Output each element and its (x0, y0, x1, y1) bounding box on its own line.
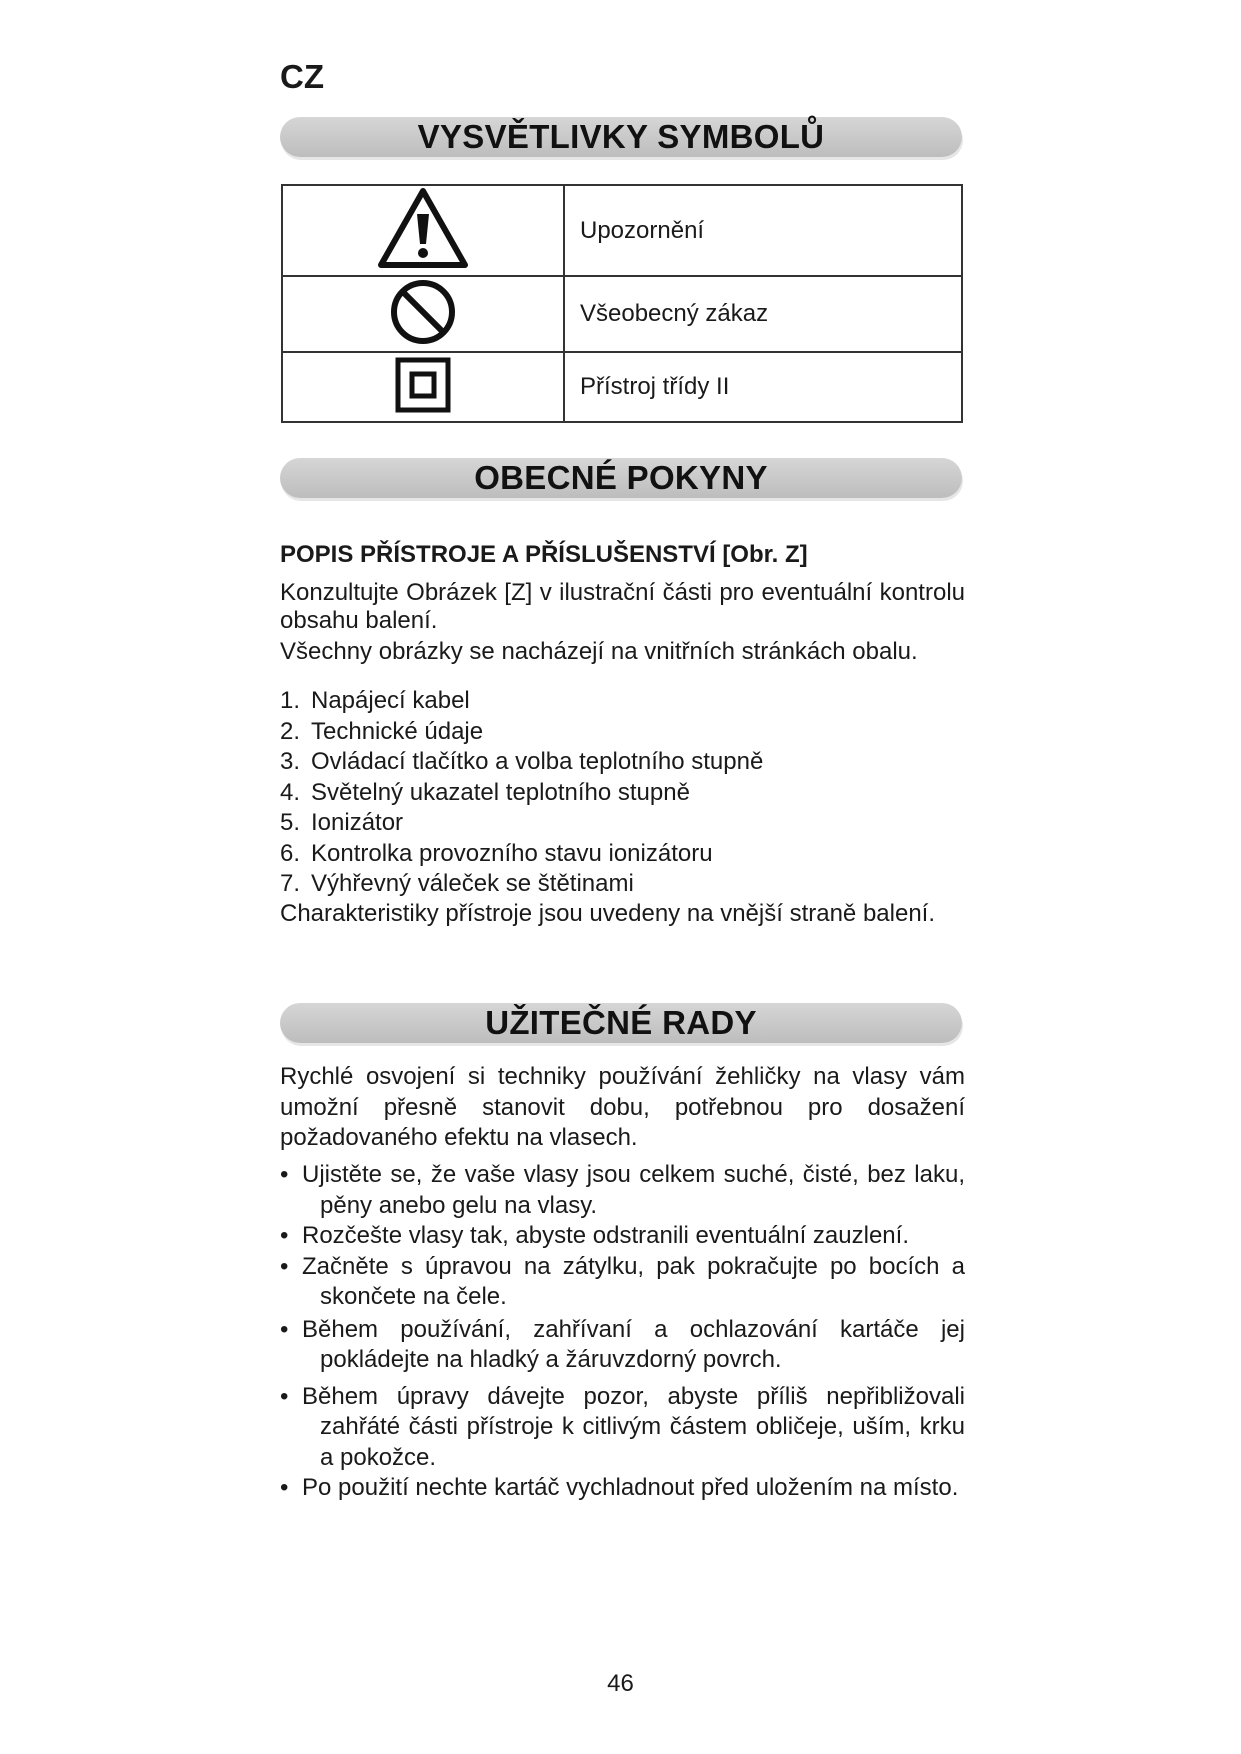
symbol-icon-cell (282, 352, 564, 422)
symbols-section-banner (280, 117, 962, 157)
list-item (280, 869, 763, 900)
list-item-text: Kontrolka provozního stavu ionizátoru (311, 839, 713, 867)
tips-list-item-text: Ujistěte se, že vaše vlasy jsou celkem suché, čisté, bez laku, pěny anebo gelu na vlasy. (302, 1161, 965, 1219)
list-item-number: 5. (280, 809, 301, 836)
list-item-number: 3. (280, 748, 301, 775)
symbol-row (282, 185, 962, 276)
tips-list-item-text: Během používání, zahřívaní a ochlazování kartáče jej pokládejte na hladký a žáruvzdorný povrch. (302, 1315, 965, 1373)
list-item (280, 778, 763, 809)
prohibition-icon (389, 278, 457, 346)
tips-list-item-text: Rozčešte vlasy tak, abyste odstranili eventuální zauzlení. (302, 1222, 909, 1249)
tips-list-item (280, 1221, 965, 1252)
general-section-banner (280, 458, 962, 498)
tips-list-item (280, 1315, 965, 1376)
bullet: • (280, 1161, 289, 1188)
section-subheading: POPIS PŘÍSTROJE A PŘÍSLUŠENSTVÍ [Obr. Z] (280, 541, 808, 568)
list-item-number: 2. (280, 717, 301, 745)
symbol-label: Všeobecný zákaz (564, 276, 962, 352)
list-item (280, 747, 763, 778)
symbol-icon-cell (282, 276, 564, 352)
list-item-number: 7. (280, 870, 301, 897)
list-item-number: 6. (280, 839, 301, 867)
general-section-title: OBECNÉ POKYNY (474, 459, 768, 496)
intro-paragraph: Všechny obrázky se nacházejí na vnitřních stránkách obalu. (280, 638, 918, 665)
page-number: 46 (607, 1670, 634, 1697)
list-item-text: Ionizátor (311, 809, 404, 836)
tips-list-item (280, 1252, 965, 1313)
bullet: • (280, 1222, 289, 1249)
tips-list-item (280, 1160, 965, 1221)
class-ii-double-square-icon (395, 357, 451, 413)
list-item-number: 4. (280, 778, 301, 806)
list-item (280, 717, 763, 748)
tips-list-item-text: Během úpravy dávejte pozor, abyste příliš nepřibližovali zahřáté části přístroje k citlivým částem obličeje, uším, krku a pokožce. (302, 1382, 965, 1471)
bullet: • (280, 1252, 289, 1280)
symbol-label: Upozornění (564, 185, 962, 276)
tips-section-title: UŽITEČNÉ RADY (485, 1004, 757, 1041)
list-item-text: Napájecí kabel (311, 687, 470, 714)
intro-paragraph: Konzultujte Obrázek [Z] v ilustrační části pro eventuální kontrolu obsahu balení. (280, 579, 965, 634)
symbol-row (282, 276, 962, 352)
language-code: CZ (280, 58, 324, 95)
parts-list (280, 686, 763, 900)
tips-section-banner (280, 1003, 962, 1043)
symbols-table (281, 184, 963, 423)
warning-triangle-icon (376, 186, 470, 270)
bullet: • (280, 1315, 289, 1343)
list-item (280, 839, 763, 870)
tips-list (280, 1160, 965, 1504)
list-item-number: 1. (280, 687, 301, 714)
symbol-row (282, 352, 962, 422)
tips-list-item-text: Začněte s úpravou na zátylku, pak pokračujte po bocích a skončete na čele. (302, 1252, 965, 1310)
symbol-label: Přístroj třídy II (564, 352, 962, 422)
tips-intro-paragraph: Rychlé osvojení si techniky používání žehličky na vlasy vám umožní přesně stanovit dobu, potřebnou pro dosažení požadovaného efektu na vlasech. (280, 1063, 965, 1151)
list-item (280, 686, 763, 717)
bullet: • (280, 1382, 289, 1410)
list-item-text: Světelný ukazatel teplotního stupně (311, 778, 690, 806)
bullet: • (280, 1474, 289, 1501)
symbol-icon-cell (282, 185, 564, 276)
list-item-text: Technické údaje (311, 717, 484, 745)
closing-paragraph: Charakteristiky přístroje jsou uvedeny na vnější straně balení. (280, 900, 935, 927)
list-item-text: Ovládací tlačítko a volba teplotního stupně (311, 748, 764, 775)
symbols-section-title: VYSVĚTLIVKY SYMBOLŮ (417, 118, 825, 155)
tips-list-item (280, 1382, 965, 1474)
tips-list-item-text: Po použití nechte kartáč vychladnout před uložením na místo. (302, 1474, 959, 1501)
list-item-text: Výhřevný váleček se štětinami (311, 870, 634, 897)
list-item (280, 808, 763, 839)
tips-list-item (280, 1473, 965, 1504)
